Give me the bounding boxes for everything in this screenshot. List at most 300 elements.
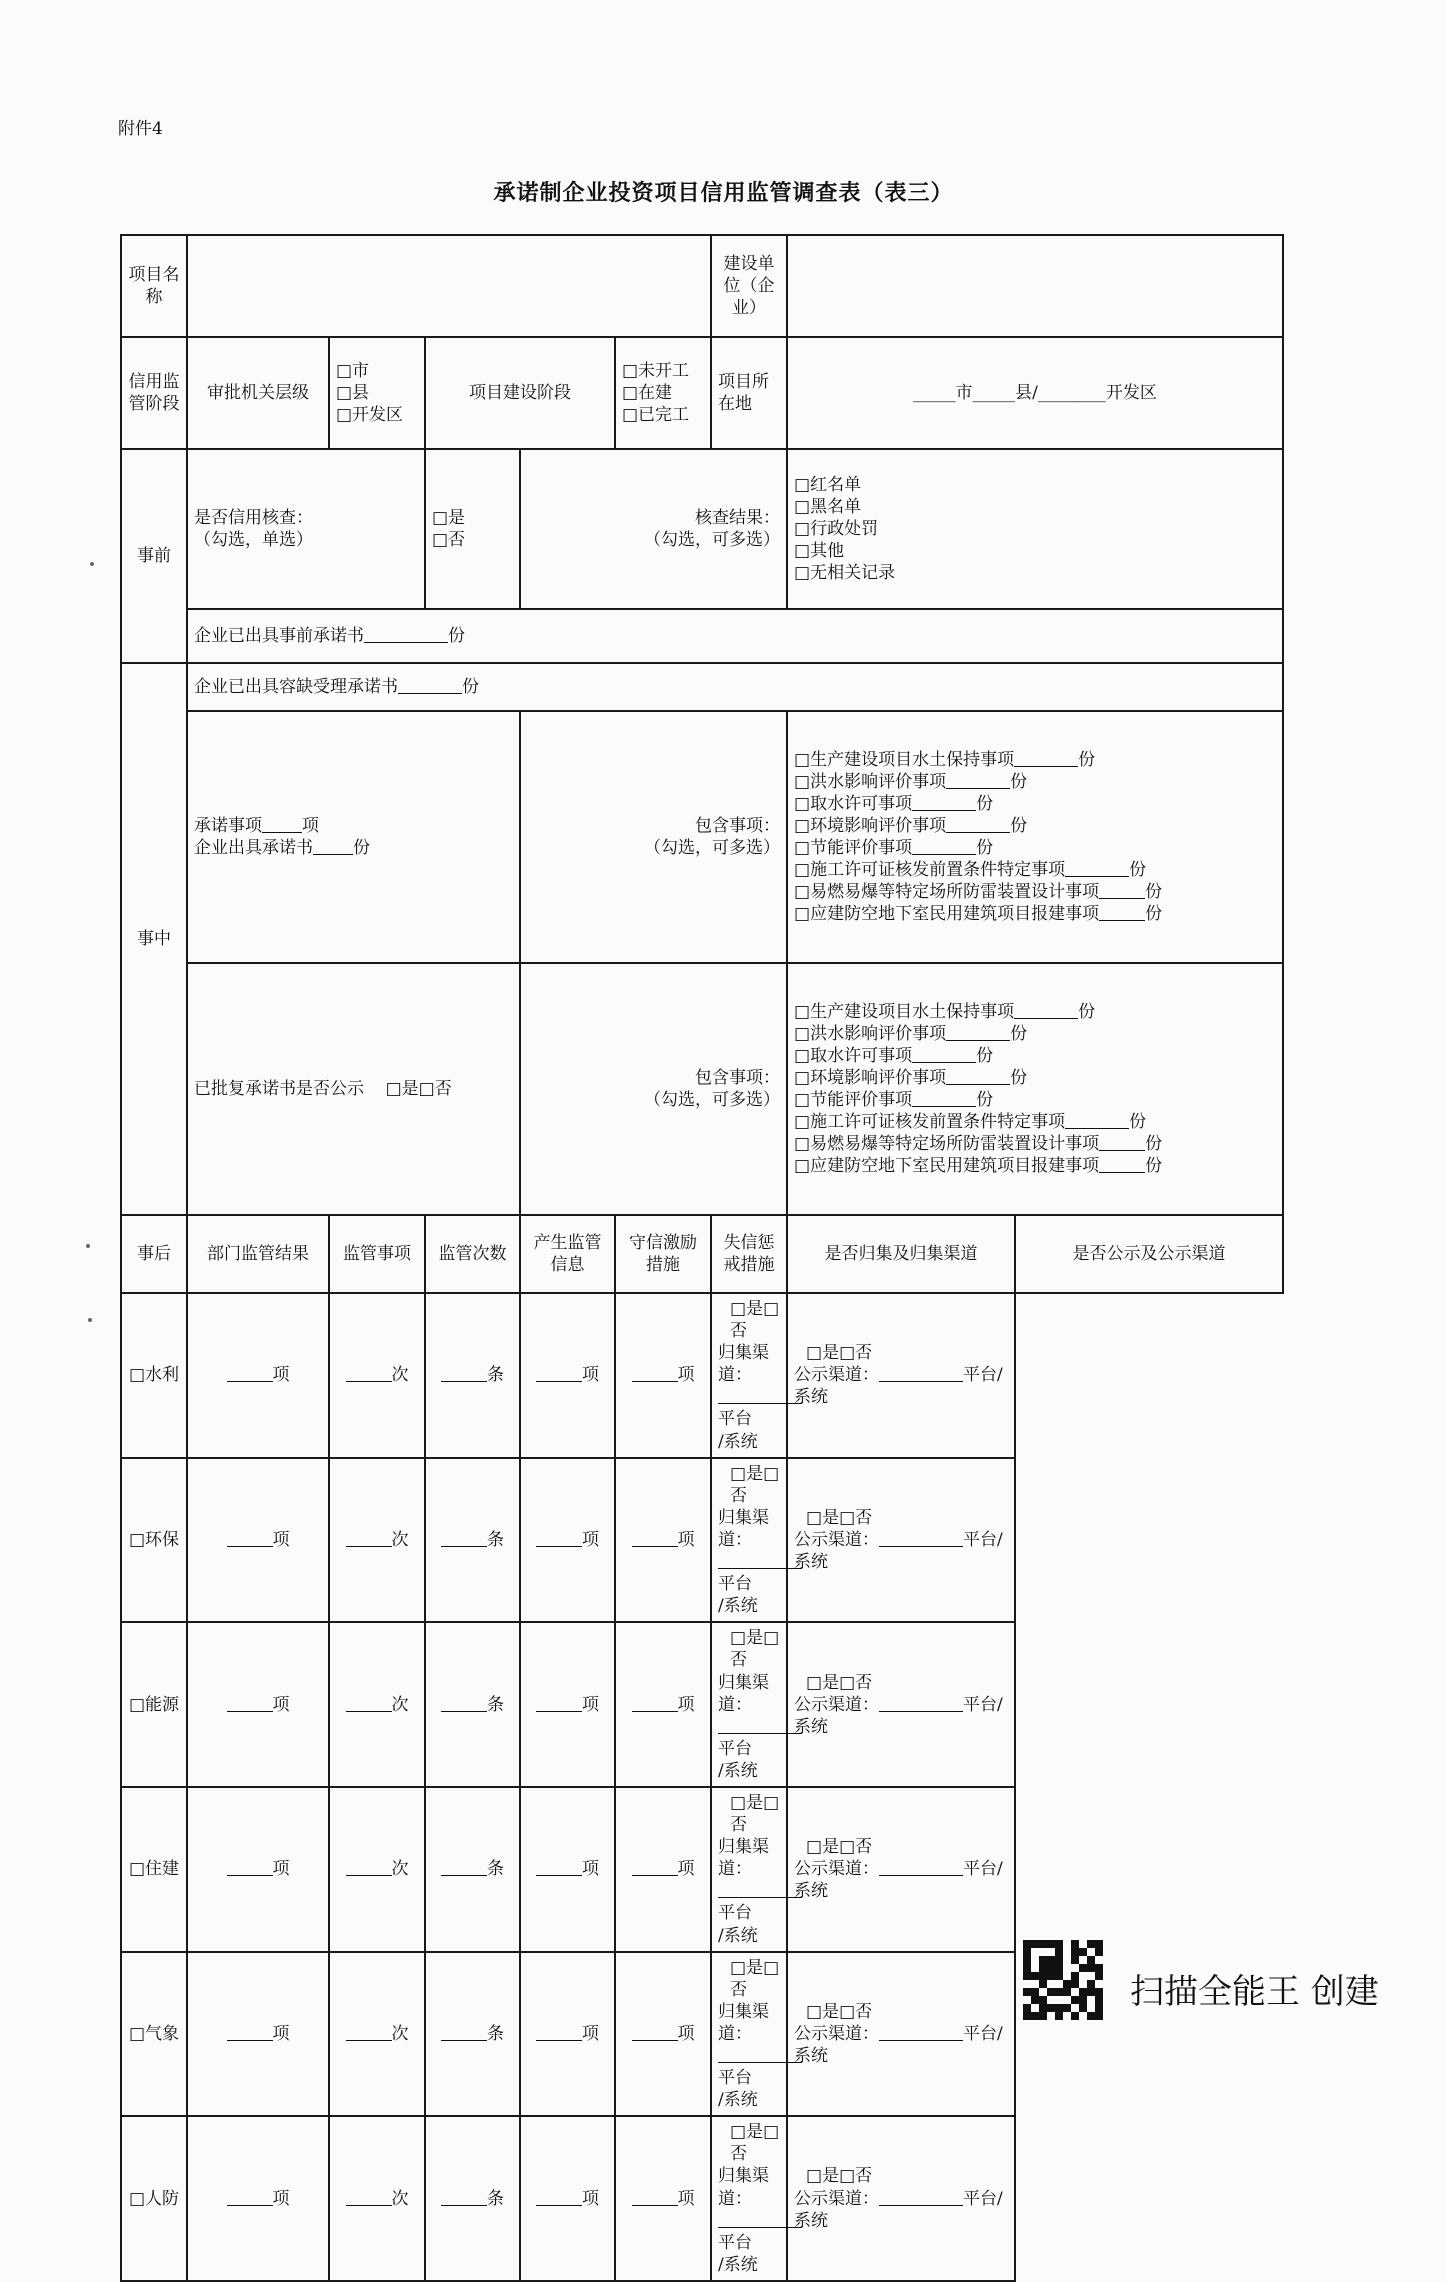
include-options-1[interactable] bbox=[787, 711, 1283, 963]
option-black-list[interactable]: □黑名单 bbox=[794, 496, 862, 517]
scan-speck bbox=[86, 1244, 90, 1248]
publish-cell[interactable] bbox=[787, 1952, 1015, 2117]
mid-stage-label: 事中 bbox=[121, 663, 187, 1215]
collect-label: 归集渠道： bbox=[718, 1837, 770, 1880]
qr-module bbox=[1055, 1996, 1063, 2004]
publish-yes-no[interactable]: □是□否 bbox=[806, 2166, 873, 2187]
qr-module bbox=[1031, 1948, 1039, 1956]
blank-field[interactable] bbox=[346, 1529, 392, 1547]
items-cell[interactable] bbox=[187, 2116, 329, 2281]
blank-field[interactable] bbox=[441, 2188, 487, 2206]
option-label[interactable]: □易燃易爆等特定场所防雷装置设计事项 bbox=[794, 1134, 1100, 1155]
unit-copies: 份 bbox=[1010, 815, 1028, 836]
option-label[interactable]: □节能评价事项 bbox=[794, 1090, 913, 1110]
blank-field[interactable] bbox=[1014, 749, 1078, 767]
blank-field[interactable] bbox=[946, 1067, 1010, 1085]
unit-copies: 份 bbox=[448, 625, 465, 646]
dept-option[interactable]: □环保 bbox=[121, 1458, 187, 1623]
unit-copies: 份 bbox=[1010, 1023, 1028, 1044]
option-env-impact bbox=[794, 1067, 1276, 1089]
option-no[interactable]: □否 bbox=[432, 530, 466, 550]
publish-yes-no[interactable]: □是□否 bbox=[806, 1672, 873, 1693]
dept-option[interactable]: □人防 bbox=[121, 2116, 187, 2281]
info-cell[interactable] bbox=[425, 1293, 520, 1458]
col-header-items: 监管事项 bbox=[329, 1215, 425, 1293]
include-label-cell bbox=[520, 963, 787, 1215]
pre-promise-count[interactable] bbox=[187, 609, 1283, 663]
qr-module bbox=[1087, 1964, 1095, 1972]
location-label: 项目所在地 bbox=[711, 337, 787, 449]
punishment-cell[interactable] bbox=[615, 1952, 711, 2117]
collect-yes-no[interactable]: □是□否 bbox=[730, 1463, 780, 1506]
collect-yes-no[interactable]: □是□否 bbox=[730, 1792, 780, 1836]
qr-module bbox=[1087, 1972, 1095, 1980]
build-stage-options[interactable] bbox=[615, 337, 711, 449]
option-civil-defense bbox=[794, 903, 1276, 925]
option-label[interactable]: □环境影响评价事项 bbox=[794, 1067, 947, 1088]
option-lightning-protection bbox=[794, 881, 1276, 903]
blank-field[interactable] bbox=[441, 2023, 487, 2041]
scan-speck bbox=[90, 562, 94, 566]
option-not-started[interactable]: □未开工 bbox=[622, 360, 690, 381]
promise-issued-text: 企业出具承诺书 bbox=[194, 838, 313, 858]
option-label[interactable]: □易燃易爆等特定场所防雷装置设计事项 bbox=[794, 882, 1100, 903]
blank-field[interactable] bbox=[398, 676, 462, 694]
col-header-publish: 是否公示及公示渠道 bbox=[1015, 1215, 1283, 1293]
option-label[interactable]: □应建防空地下室民用建筑项目报建事项 bbox=[794, 904, 1100, 925]
incentive-cell[interactable] bbox=[520, 1952, 615, 2117]
builder-field[interactable] bbox=[787, 235, 1283, 337]
blank-field[interactable] bbox=[346, 1858, 392, 1876]
blank-field[interactable] bbox=[346, 2188, 392, 2206]
times-cell[interactable] bbox=[329, 1787, 425, 1952]
blank-field[interactable] bbox=[536, 2188, 582, 2206]
qr-module bbox=[1063, 2004, 1071, 2012]
blank-field[interactable] bbox=[912, 837, 976, 855]
publish-cell[interactable] bbox=[787, 1622, 1015, 1787]
row-pre-promise bbox=[121, 609, 1283, 663]
publish-yes-no[interactable]: □是□否 bbox=[806, 1837, 873, 1858]
option-label[interactable]: □生产建设项目水土保持事项 bbox=[794, 749, 1015, 770]
qr-module bbox=[1055, 1948, 1063, 1956]
dept-option[interactable]: □住建 bbox=[121, 1787, 187, 1952]
check-result-options[interactable] bbox=[787, 449, 1283, 609]
blank-field[interactable] bbox=[346, 1694, 392, 1712]
blank-field[interactable] bbox=[227, 2188, 273, 2206]
option-label[interactable]: □节能评价事项 bbox=[794, 838, 913, 858]
incentive-cell[interactable] bbox=[520, 1458, 615, 1623]
blank-field[interactable] bbox=[946, 1023, 1010, 1041]
qr-module bbox=[1095, 1964, 1103, 1972]
qr-module bbox=[1031, 1996, 1039, 2004]
option-yes[interactable]: □是 bbox=[432, 507, 466, 528]
punishment-cell[interactable] bbox=[615, 1787, 711, 1952]
qr-module bbox=[1063, 1948, 1071, 1956]
blank-field[interactable] bbox=[441, 1694, 487, 1712]
row-mid-promise-items bbox=[121, 711, 1283, 963]
blank-field[interactable] bbox=[879, 2188, 963, 2206]
qr-module bbox=[1047, 1948, 1055, 1956]
info-cell[interactable] bbox=[425, 2116, 520, 2281]
option-label[interactable]: □洪水影响评价事项 bbox=[794, 1023, 947, 1044]
publicized-cell[interactable] bbox=[187, 963, 520, 1215]
collect-yes-no[interactable]: □是□否 bbox=[730, 1628, 780, 1671]
times-cell[interactable] bbox=[329, 1458, 425, 1623]
qr-module bbox=[1079, 1972, 1087, 1980]
qr-module bbox=[1095, 1956, 1103, 1964]
collect-label: 归集渠道： bbox=[718, 1507, 770, 1550]
qr-module bbox=[1071, 1940, 1079, 1948]
qr-module bbox=[1047, 2004, 1055, 2012]
option-label[interactable]: □应建防空地下室民用建筑项目报建事项 bbox=[794, 1156, 1100, 1177]
unit-label: 项 bbox=[272, 1365, 290, 1386]
collect-yes-no[interactable]: □是□否 bbox=[730, 1957, 780, 2000]
publish-cell[interactable] bbox=[787, 1458, 1015, 1623]
incentive-cell[interactable] bbox=[520, 1787, 615, 1952]
collect-yes-no[interactable]: □是□否 bbox=[730, 2122, 780, 2165]
unit-label: 条 bbox=[487, 1365, 504, 1386]
project-name-label: 项目名称 bbox=[121, 235, 187, 337]
collect-cell[interactable] bbox=[711, 2116, 787, 2281]
unit-label: 项 bbox=[677, 2023, 695, 2044]
blank-field[interactable] bbox=[441, 1858, 487, 1876]
option-civil-defense bbox=[794, 1155, 1276, 1177]
option-label[interactable]: □施工许可证核发前置条件特定事项 bbox=[794, 860, 1066, 881]
unit-label: 条 bbox=[487, 2188, 504, 2209]
qr-module bbox=[1087, 2004, 1095, 2012]
unit-copies: 份 bbox=[462, 676, 479, 697]
option-label[interactable]: □洪水影响评价事项 bbox=[794, 771, 947, 792]
collect-label: 归集渠道： bbox=[718, 1672, 770, 1715]
table-row bbox=[121, 1458, 1283, 1623]
qr-module bbox=[1039, 1948, 1047, 1956]
incentive-cell[interactable] bbox=[520, 1622, 615, 1787]
unit-label: 次 bbox=[391, 1365, 409, 1386]
publish-tail: 平台/系统 bbox=[794, 1694, 1003, 1737]
qr-module bbox=[1031, 1972, 1039, 1980]
collect-tail-2: /系统 bbox=[718, 2254, 758, 2275]
blank-field[interactable] bbox=[632, 1364, 678, 1382]
option-water-permit bbox=[794, 793, 1276, 815]
blank-field[interactable] bbox=[227, 1858, 273, 1876]
publish-label: 公示渠道： bbox=[794, 1529, 880, 1550]
blank-field[interactable] bbox=[1099, 1133, 1145, 1151]
blank-field[interactable] bbox=[1099, 881, 1145, 899]
blank-field[interactable] bbox=[632, 2023, 678, 2041]
publish-yes-no[interactable]: □是□否 bbox=[806, 1343, 873, 1364]
unit-label: 项 bbox=[677, 1859, 695, 1880]
include-label: 包含事项： bbox=[695, 815, 781, 836]
scanner-watermark: 扫描全能王 创建 bbox=[1130, 1972, 1379, 2012]
option-label[interactable]: □环境影响评价事项 bbox=[794, 815, 947, 836]
table-row bbox=[121, 1787, 1283, 1952]
publish-tail: 平台/系统 bbox=[794, 1859, 1003, 1902]
times-cell[interactable] bbox=[329, 2116, 425, 2281]
qr-module bbox=[1039, 2004, 1047, 2012]
collect-cell[interactable] bbox=[711, 1622, 787, 1787]
option-red-list[interactable]: □红名单 bbox=[794, 474, 862, 495]
include-options-2[interactable] bbox=[787, 963, 1283, 1215]
items-cell[interactable] bbox=[187, 1952, 329, 2117]
option-lightning-protection bbox=[794, 1133, 1276, 1155]
collect-tail-2: /系统 bbox=[718, 1760, 758, 1781]
credit-check-label: 是否信用核查： bbox=[194, 507, 313, 528]
items-cell[interactable] bbox=[187, 1787, 329, 1952]
blank-field[interactable] bbox=[1065, 1111, 1129, 1129]
promise-items-cell[interactable] bbox=[187, 711, 520, 963]
option-other[interactable]: □其他 bbox=[794, 541, 845, 562]
project-name-field[interactable] bbox=[187, 235, 711, 337]
unit-copies: 份 bbox=[1010, 771, 1028, 792]
dept-option[interactable]: □气象 bbox=[121, 1952, 187, 2117]
times-cell[interactable] bbox=[329, 1293, 425, 1458]
blank-field[interactable] bbox=[912, 1045, 976, 1063]
blank-field[interactable] bbox=[632, 1858, 678, 1876]
collect-cell[interactable] bbox=[711, 1787, 787, 1952]
blank-field[interactable] bbox=[912, 1089, 976, 1107]
blank-field[interactable] bbox=[632, 1529, 678, 1547]
option-label[interactable]: □生产建设项目水土保持事项 bbox=[794, 1001, 1015, 1022]
qr-module bbox=[1079, 1964, 1087, 1972]
publish-cell[interactable] bbox=[787, 1787, 1015, 1952]
items-cell[interactable] bbox=[187, 1458, 329, 1623]
blank-field[interactable] bbox=[879, 1364, 963, 1382]
qr-module bbox=[1047, 2012, 1055, 2020]
row-mid-publicized bbox=[121, 963, 1283, 1215]
qr-module bbox=[1063, 1996, 1071, 2004]
option-label[interactable]: □取水许可事项 bbox=[794, 793, 913, 814]
qr-module bbox=[1071, 1972, 1079, 1980]
qr-module bbox=[1023, 2012, 1031, 2020]
blank-field[interactable] bbox=[946, 815, 1010, 833]
qr-module bbox=[1079, 1940, 1087, 1948]
publish-label: 公示渠道： bbox=[794, 2188, 880, 2209]
qr-module bbox=[1047, 1988, 1055, 1996]
incentive-cell[interactable] bbox=[520, 2116, 615, 2281]
publish-cell[interactable] bbox=[787, 1293, 1015, 1458]
qr-module bbox=[1079, 2012, 1087, 2020]
blank-field[interactable] bbox=[227, 1694, 273, 1712]
publicized-options[interactable]: □是□否 bbox=[385, 1078, 452, 1099]
qr-module bbox=[1055, 1980, 1063, 1988]
qr-module bbox=[1031, 1940, 1039, 1948]
blank-field[interactable] bbox=[346, 2023, 392, 2041]
option-label[interactable]: □取水许可事项 bbox=[794, 1045, 913, 1066]
blank-field[interactable] bbox=[262, 815, 302, 833]
option-water-permit bbox=[794, 1045, 1276, 1067]
info-cell[interactable] bbox=[425, 1787, 520, 1952]
option-dev-zone[interactable]: □开发区 bbox=[336, 405, 404, 426]
post-stage-label: 事后 bbox=[121, 1215, 187, 1293]
blank-field[interactable] bbox=[536, 1364, 582, 1382]
qr-module bbox=[1079, 1996, 1087, 2004]
collect-tail: 平台 bbox=[718, 1738, 753, 1759]
qr-module bbox=[1039, 2012, 1047, 2020]
incentive-cell[interactable] bbox=[520, 1293, 615, 1458]
collect-label: 归集渠道： bbox=[718, 1343, 770, 1386]
collect-cell[interactable] bbox=[711, 1952, 787, 2117]
punishment-cell[interactable] bbox=[615, 1458, 711, 1623]
option-in-progress[interactable]: □在建 bbox=[622, 382, 673, 403]
check-result-hint: （勾选，可多选） bbox=[644, 530, 781, 550]
row-pre-check bbox=[121, 449, 1283, 609]
unit-label: 项 bbox=[677, 2188, 695, 2209]
info-cell[interactable] bbox=[425, 1622, 520, 1787]
include-hint: （勾选，可多选） bbox=[644, 1090, 781, 1110]
qr-module bbox=[1071, 2012, 1079, 2020]
blank-field[interactable] bbox=[1065, 859, 1129, 877]
dept-option[interactable]: □能源 bbox=[121, 1622, 187, 1787]
blank-field[interactable] bbox=[718, 2045, 802, 2063]
include-label: 包含事项： bbox=[695, 1067, 781, 1088]
blank-field[interactable] bbox=[879, 2023, 963, 2041]
qr-module bbox=[1055, 1964, 1063, 1972]
unit-copies: 份 bbox=[1145, 1156, 1163, 1177]
option-city[interactable]: □市 bbox=[336, 360, 370, 381]
blank-field[interactable] bbox=[1099, 1155, 1145, 1173]
option-county[interactable]: □县 bbox=[336, 382, 370, 403]
qr-module bbox=[1047, 1940, 1055, 1948]
blank-field[interactable] bbox=[718, 1386, 802, 1404]
qr-module bbox=[1087, 1996, 1095, 2004]
blank-field[interactable] bbox=[313, 837, 353, 855]
blank-field[interactable] bbox=[879, 1858, 963, 1876]
blank-field[interactable] bbox=[718, 1716, 802, 1734]
approval-level-options[interactable] bbox=[329, 337, 425, 449]
qr-module bbox=[1095, 1996, 1103, 2004]
blank-field[interactable] bbox=[879, 1529, 963, 1547]
blank-field[interactable] bbox=[441, 1364, 487, 1382]
unit-label: 项 bbox=[582, 1694, 599, 1715]
table-row bbox=[121, 1952, 1283, 2117]
qr-module bbox=[1087, 1948, 1095, 1956]
option-energy-eval bbox=[794, 837, 1276, 859]
times-cell[interactable] bbox=[329, 1952, 425, 2117]
option-construction-permit bbox=[794, 859, 1276, 881]
option-admin-penalty[interactable]: □行政处罚 bbox=[794, 518, 879, 539]
location-field[interactable]: _____市_____县/________开发区 bbox=[787, 337, 1283, 449]
unit-label: 项 bbox=[677, 1529, 695, 1550]
credit-check-hint: （勾选，单选） bbox=[194, 530, 313, 550]
publish-tail: 平台/系统 bbox=[794, 2188, 1003, 2231]
times-cell[interactable] bbox=[329, 1622, 425, 1787]
blank-field[interactable] bbox=[718, 2210, 802, 2228]
blank-field[interactable] bbox=[536, 1694, 582, 1712]
row-post-header bbox=[121, 1215, 1283, 1293]
option-no-record[interactable]: □无相关记录 bbox=[794, 563, 896, 584]
option-completed[interactable]: □已完工 bbox=[622, 405, 690, 426]
punishment-cell[interactable] bbox=[615, 1293, 711, 1458]
qr-module bbox=[1039, 1940, 1047, 1948]
blank-field[interactable] bbox=[718, 1551, 802, 1569]
publish-yes-no[interactable]: □是□否 bbox=[806, 2001, 873, 2022]
unit-label: 次 bbox=[391, 1529, 409, 1550]
collect-tail-2: /系统 bbox=[718, 2090, 758, 2111]
unit-copies: 份 bbox=[976, 793, 994, 814]
items-cell[interactable] bbox=[187, 1293, 329, 1458]
blank-field[interactable] bbox=[227, 2023, 273, 2041]
col-header-dept-result: 部门监管结果 bbox=[187, 1215, 329, 1293]
build-stage-label: 项目建设阶段 bbox=[425, 337, 615, 449]
tolerant-promise-count[interactable] bbox=[187, 663, 1283, 711]
items-cell[interactable] bbox=[187, 1622, 329, 1787]
promise-items-text: 承诺事项 bbox=[194, 815, 262, 836]
dept-option[interactable]: □水利 bbox=[121, 1293, 187, 1458]
blank-field[interactable] bbox=[632, 2188, 678, 2206]
qr-module bbox=[1095, 1940, 1103, 1948]
unit-label: 项 bbox=[272, 1859, 290, 1880]
credit-check-options[interactable] bbox=[425, 449, 520, 609]
qr-module bbox=[1023, 1940, 1031, 1948]
approval-level-label: 审批机关层级 bbox=[187, 337, 329, 449]
unit-copies: 份 bbox=[1145, 904, 1163, 925]
collect-tail: 平台 bbox=[718, 1903, 753, 1924]
collect-tail: 平台 bbox=[718, 1574, 753, 1595]
info-cell[interactable] bbox=[425, 1952, 520, 2117]
publish-cell[interactable] bbox=[787, 2116, 1015, 2281]
attachment-label: 附件4 bbox=[118, 119, 163, 139]
qr-module bbox=[1079, 1988, 1087, 1996]
punishment-cell[interactable] bbox=[615, 2116, 711, 2281]
collect-cell[interactable] bbox=[711, 1293, 787, 1458]
blank-field[interactable] bbox=[536, 2023, 582, 2041]
blank-field[interactable] bbox=[879, 1694, 963, 1712]
qr-module bbox=[1023, 1988, 1031, 1996]
qr-module bbox=[1039, 1956, 1047, 1964]
option-label[interactable]: □施工许可证核发前置条件特定事项 bbox=[794, 1112, 1066, 1133]
survey-form-table bbox=[120, 234, 1284, 2282]
blank-field[interactable] bbox=[632, 1694, 678, 1712]
collect-yes-no[interactable]: □是□否 bbox=[730, 1299, 780, 1342]
blank-field[interactable] bbox=[536, 1858, 582, 1876]
unit-copies: 份 bbox=[976, 838, 994, 858]
unit-label: 条 bbox=[487, 1529, 504, 1550]
unit-label: 条 bbox=[487, 2023, 504, 2044]
qr-module bbox=[1039, 1964, 1047, 1972]
unit-copies: 份 bbox=[1078, 1001, 1096, 1022]
qr-module bbox=[1047, 1996, 1055, 2004]
qr-module bbox=[1055, 2004, 1063, 2012]
publish-yes-no[interactable]: □是□否 bbox=[806, 1507, 873, 1528]
blank-field[interactable] bbox=[441, 1529, 487, 1547]
qr-module bbox=[1079, 1956, 1087, 1964]
unit-label: 项 bbox=[582, 2023, 599, 2044]
blank-field[interactable] bbox=[346, 1364, 392, 1382]
qr-module bbox=[1071, 1964, 1079, 1972]
collect-label: 归集渠道： bbox=[718, 2166, 770, 2209]
blank-field[interactable] bbox=[1014, 1001, 1078, 1019]
blank-field[interactable] bbox=[227, 1529, 273, 1547]
pre-stage-label: 事前 bbox=[121, 449, 187, 663]
option-soil-conservation bbox=[794, 1001, 1276, 1023]
col-header-collect: 是否归集及归集渠道 bbox=[787, 1215, 1015, 1293]
blank-field[interactable] bbox=[912, 793, 976, 811]
option-soil-conservation bbox=[794, 749, 1276, 771]
punishment-cell[interactable] bbox=[615, 1622, 711, 1787]
qr-module bbox=[1063, 1980, 1071, 1988]
qr-module bbox=[1095, 1980, 1103, 1988]
blank-field[interactable] bbox=[718, 1880, 802, 1898]
blank-field[interactable] bbox=[536, 1529, 582, 1547]
info-cell[interactable] bbox=[425, 1458, 520, 1623]
check-result-label: 核查结果： bbox=[695, 507, 781, 528]
collect-cell[interactable] bbox=[711, 1458, 787, 1623]
blank-field[interactable] bbox=[1099, 903, 1145, 921]
qr-module bbox=[1047, 1972, 1055, 1980]
blank-field[interactable] bbox=[227, 1364, 273, 1382]
blank-field[interactable] bbox=[364, 625, 448, 643]
blank-field[interactable] bbox=[946, 771, 1010, 789]
